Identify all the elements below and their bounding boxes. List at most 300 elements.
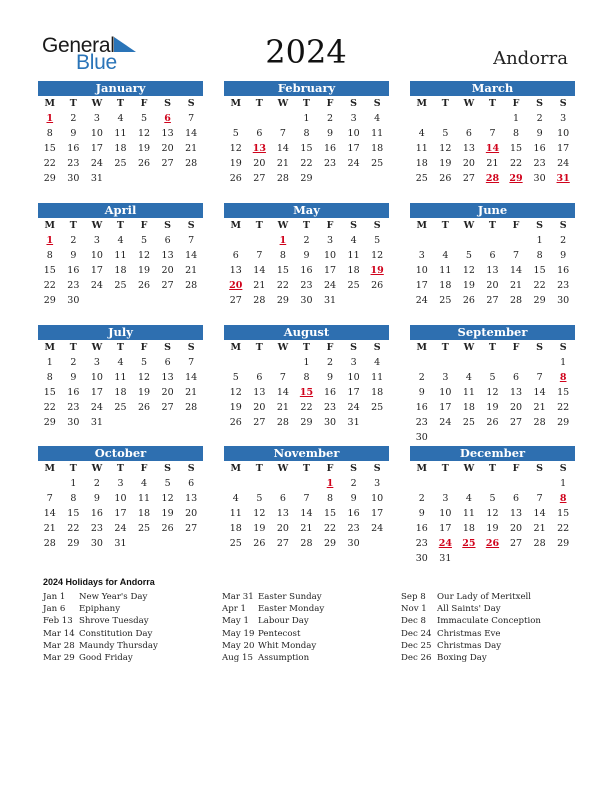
day-cell: 11 [415, 143, 428, 154]
day-cell: 3 [350, 357, 357, 368]
day-cell: 27 [229, 295, 242, 306]
weekday-label: S [350, 463, 358, 474]
day-cell: 5 [141, 357, 148, 368]
day-cell: 3 [442, 493, 449, 504]
day-cell [271, 476, 295, 491]
day-cell: 31 [114, 538, 127, 549]
holiday-day: 6 [164, 113, 171, 124]
day-cell: 14 [43, 508, 56, 519]
day-cell: 27 [509, 538, 523, 549]
month-header: June [410, 203, 575, 218]
day-cell: 7 [536, 372, 543, 383]
week-row [410, 430, 575, 445]
day-cell: 15 [557, 387, 570, 398]
day-cell [156, 171, 180, 186]
day-cell: 21 [253, 280, 266, 291]
day-cell: 30 [67, 295, 80, 306]
holiday-row [222, 603, 324, 615]
day-cell: 17 [90, 265, 103, 276]
holiday-date: Mar 29 [43, 652, 75, 663]
weekday-label: T [302, 220, 310, 231]
day-cell: 24 [347, 402, 360, 413]
holiday-column [43, 591, 158, 664]
holiday-day: 31 [556, 173, 570, 184]
weekday-label: W [277, 220, 289, 231]
day-cell: 14 [185, 372, 198, 383]
day-cell: 5 [232, 372, 239, 383]
weekday-header-row [38, 97, 203, 111]
day-cell: 14 [276, 387, 289, 398]
day-cell: 11 [229, 508, 242, 519]
holidays-title: 2024 Holidays for Andorra [43, 577, 155, 587]
day-cell: 5 [141, 113, 148, 124]
day-cell: 7 [256, 250, 263, 261]
weekday-label: T [488, 342, 496, 353]
day-cell: 1 [560, 478, 567, 489]
week-row [38, 263, 203, 278]
day-cell: 16 [67, 143, 80, 154]
day-cell: 13 [276, 508, 289, 519]
week-row [224, 278, 389, 293]
weekday-header-row [224, 97, 389, 111]
day-cell: 22 [43, 280, 56, 291]
day-cell: 23 [67, 280, 80, 291]
week-row [38, 385, 203, 400]
day-cell: 5 [465, 250, 472, 261]
day-cell [132, 171, 156, 186]
day-cell: 1 [513, 113, 520, 124]
day-cell: 8 [513, 128, 520, 139]
day-cell [38, 476, 62, 491]
day-cell [551, 430, 575, 445]
day-cell: 27 [486, 295, 499, 306]
holiday-day: 29 [509, 173, 523, 184]
day-cell [109, 415, 133, 430]
day-cell: 19 [486, 523, 499, 534]
week-row [410, 385, 575, 400]
day-cell: 19 [229, 158, 242, 169]
day-cell: 2 [70, 113, 77, 124]
day-cell: 17 [439, 523, 452, 534]
holiday-name: Whit Monday [258, 640, 317, 651]
day-cell: 4 [117, 235, 124, 246]
weekday-label: W [91, 463, 103, 474]
weekday-label: T [255, 98, 263, 109]
day-cell: 7 [188, 357, 195, 368]
day-cell: 16 [67, 265, 80, 276]
day-cell: 25 [347, 280, 360, 291]
day-cell: 13 [161, 250, 174, 261]
day-cell: 18 [114, 265, 127, 276]
day-cell [528, 551, 552, 566]
day-cell: 18 [462, 402, 475, 413]
weekday-label: S [350, 220, 358, 231]
day-cell: 24 [347, 158, 360, 169]
holiday-name: Good Friday [79, 652, 133, 663]
holiday-day: 1 [326, 478, 334, 489]
holiday-day: 1 [46, 235, 54, 246]
day-cell: 27 [185, 523, 198, 534]
holiday-name: Boxing Day [437, 652, 487, 663]
day-cell [410, 355, 434, 370]
day-cell: 4 [141, 478, 148, 489]
day-cell: 18 [229, 523, 242, 534]
day-cell [504, 233, 528, 248]
month-august [224, 325, 389, 430]
day-cell: 19 [137, 265, 151, 276]
month-header: December [410, 446, 575, 461]
weekday-label: T [302, 463, 310, 474]
weekday-label: F [512, 98, 520, 109]
holiday-day: 25 [462, 538, 476, 549]
day-cell: 8 [70, 493, 77, 504]
day-cell: 19 [229, 402, 242, 413]
week-row [224, 370, 389, 385]
day-cell: 10 [557, 128, 570, 139]
weekday-label: S [536, 342, 544, 353]
holiday-day: 24 [438, 538, 452, 549]
week-row [38, 126, 203, 141]
week-row [38, 141, 203, 156]
weekday-label: F [512, 220, 520, 231]
day-cell: 24 [415, 295, 428, 306]
day-cell: 9 [70, 128, 77, 139]
week-row [224, 536, 389, 551]
day-cell: 24 [90, 158, 103, 169]
day-cell: 11 [462, 508, 475, 519]
day-cell: 6 [164, 357, 171, 368]
day-cell: 26 [229, 417, 242, 428]
day-cell: 15 [323, 508, 337, 519]
weekday-label: T [116, 463, 124, 474]
month-header: August [224, 325, 389, 340]
day-cell: 27 [161, 402, 174, 413]
day-cell [504, 355, 528, 370]
weekday-label: S [559, 220, 567, 231]
weekday-header-row [224, 219, 389, 233]
day-cell: 25 [371, 402, 384, 413]
day-cell: 24 [557, 158, 570, 169]
day-cell: 7 [188, 235, 195, 246]
day-cell [457, 430, 481, 445]
weekday-label: M [416, 98, 428, 109]
day-cell: 21 [300, 523, 313, 534]
weekday-header-row [224, 462, 389, 476]
day-cell: 6 [232, 250, 239, 261]
day-cell: 6 [256, 372, 263, 383]
day-cell: 12 [229, 143, 242, 154]
day-cell: 27 [276, 538, 289, 549]
day-cell: 10 [371, 493, 384, 504]
day-cell: 26 [462, 295, 475, 306]
day-cell: 3 [93, 113, 100, 124]
month-header: April [38, 203, 203, 218]
day-cell: 28 [276, 417, 289, 428]
day-cell: 6 [256, 128, 263, 139]
weekday-header-row [410, 341, 575, 355]
weekday-label: W [277, 342, 289, 353]
month-april [38, 203, 203, 308]
day-cell: 1 [536, 235, 543, 246]
day-cell: 17 [347, 143, 360, 154]
day-cell: 22 [509, 158, 523, 169]
month-february [224, 81, 389, 186]
day-cell: 12 [161, 493, 174, 504]
day-cell: 4 [374, 113, 381, 124]
day-cell: 12 [462, 265, 475, 276]
day-cell [179, 536, 203, 551]
day-cell: 27 [253, 173, 266, 184]
day-cell: 15 [509, 143, 523, 154]
holiday-row [401, 628, 541, 640]
day-cell: 8 [303, 372, 310, 383]
month-december [410, 446, 575, 566]
day-cell: 21 [533, 402, 546, 413]
weekday-label: M [416, 342, 428, 353]
day-cell [132, 536, 156, 551]
holiday-day: 8 [559, 493, 567, 504]
holiday-date: Mar 31 [222, 592, 254, 602]
day-cell: 7 [489, 128, 496, 139]
day-cell: 22 [323, 523, 337, 534]
day-cell: 12 [371, 250, 384, 261]
weekday-label: F [512, 463, 520, 474]
weekday-label: F [512, 342, 520, 353]
weekday-label: S [164, 98, 172, 109]
day-cell: 1 [70, 478, 77, 489]
day-cell: 16 [90, 508, 103, 519]
weekday-label: M [44, 220, 56, 231]
day-cell: 29 [43, 295, 56, 306]
holiday-day: 15 [299, 387, 314, 398]
day-cell: 2 [93, 478, 100, 489]
holiday-row [222, 628, 324, 640]
day-cell: 22 [43, 402, 56, 413]
holiday-name: All Saints' Day [437, 604, 501, 615]
day-cell: 1 [46, 357, 53, 368]
day-cell: 11 [439, 265, 452, 276]
day-cell: 28 [185, 402, 198, 413]
day-cell: 14 [300, 508, 313, 519]
page-title: 2024 [265, 33, 347, 71]
day-cell: 23 [300, 280, 313, 291]
day-cell: 2 [418, 493, 425, 504]
weekday-label: S [373, 98, 381, 109]
day-cell [365, 536, 389, 551]
day-cell: 21 [185, 387, 198, 398]
day-cell: 4 [117, 357, 124, 368]
day-cell: 13 [161, 372, 174, 383]
day-cell: 21 [43, 523, 56, 534]
day-cell: 16 [557, 265, 570, 276]
holiday-date: Aug 15 [222, 652, 253, 663]
day-cell: 14 [509, 265, 523, 276]
day-cell [224, 111, 248, 126]
day-cell: 18 [347, 265, 360, 276]
month-june [410, 203, 575, 308]
day-cell: 2 [327, 357, 334, 368]
day-cell: 26 [137, 158, 151, 169]
day-cell: 29 [43, 417, 56, 428]
day-cell [224, 476, 248, 491]
week-row [410, 400, 575, 415]
week-row [224, 385, 389, 400]
day-cell [410, 111, 434, 126]
week-row [224, 355, 389, 370]
day-cell [179, 171, 203, 186]
weekday-label: F [326, 98, 334, 109]
day-cell: 12 [137, 372, 151, 383]
day-cell [248, 355, 272, 370]
day-cell: 30 [415, 432, 428, 443]
weekday-label: W [91, 342, 103, 353]
day-cell: 10 [347, 372, 360, 383]
day-cell: 4 [117, 113, 124, 124]
holiday-row [222, 615, 324, 627]
week-row [38, 536, 203, 551]
day-cell: 17 [439, 402, 452, 413]
week-row [410, 521, 575, 536]
weekday-header-row [224, 341, 389, 355]
week-row [410, 370, 575, 385]
day-cell [434, 430, 458, 445]
day-cell: 25 [137, 523, 151, 534]
holiday-name: Easter Sunday [258, 592, 322, 602]
day-cell: 27 [509, 417, 523, 428]
holiday-row [401, 652, 541, 664]
day-cell [295, 476, 319, 491]
holiday-row [401, 615, 541, 627]
week-row [410, 355, 575, 370]
holiday-date: Apr 1 [222, 604, 247, 615]
country-name: Andorra [493, 48, 568, 69]
holiday-name: Pentecost [258, 628, 301, 639]
month-may [224, 203, 389, 308]
day-cell [457, 355, 481, 370]
weekday-label: T [441, 98, 449, 109]
weekday-label: T [69, 342, 77, 353]
week-row [410, 506, 575, 521]
holiday-date: Dec 24 [401, 628, 432, 639]
week-row [38, 415, 203, 430]
day-cell [318, 171, 342, 186]
day-cell: 28 [533, 538, 546, 549]
day-cell: 15 [67, 508, 80, 519]
day-cell: 29 [300, 417, 313, 428]
day-cell: 28 [509, 295, 523, 306]
day-cell: 8 [536, 250, 543, 261]
week-row [38, 476, 203, 491]
day-cell: 11 [371, 372, 384, 383]
weekday-label: F [326, 342, 334, 353]
day-cell: 12 [137, 128, 151, 139]
weekday-label: M [230, 98, 242, 109]
day-cell: 13 [229, 265, 242, 276]
day-cell: 15 [276, 265, 289, 276]
day-cell: 26 [486, 417, 499, 428]
day-cell: 29 [300, 173, 313, 184]
day-cell: 30 [300, 295, 313, 306]
day-cell: 23 [323, 158, 337, 169]
week-row [410, 551, 575, 566]
day-cell: 29 [557, 417, 570, 428]
day-cell [434, 476, 458, 491]
day-cell: 17 [557, 143, 570, 154]
week-row [38, 506, 203, 521]
holiday-date: Jan 1 [43, 592, 66, 602]
day-cell: 22 [300, 158, 313, 169]
day-cell: 24 [439, 417, 452, 428]
day-cell [342, 293, 366, 308]
holiday-name: Labour Day [258, 616, 309, 627]
day-cell: 30 [323, 417, 337, 428]
day-cell: 25 [229, 538, 242, 549]
holiday-column [401, 591, 541, 664]
week-row [224, 111, 389, 126]
day-cell: 7 [536, 493, 543, 504]
weekday-label: S [536, 220, 544, 231]
weekday-label: M [44, 463, 56, 474]
holiday-row [43, 652, 158, 664]
day-cell: 31 [323, 295, 337, 306]
day-cell: 17 [90, 387, 103, 398]
day-cell: 14 [276, 143, 289, 154]
week-row [410, 536, 575, 551]
day-cell: 3 [374, 478, 381, 489]
day-cell: 9 [560, 250, 567, 261]
day-cell: 19 [161, 508, 174, 519]
day-cell: 31 [439, 553, 452, 564]
holiday-row [401, 591, 541, 603]
day-cell: 16 [533, 143, 546, 154]
day-cell [504, 476, 528, 491]
month-header: May [224, 203, 389, 218]
weekday-label: T [302, 98, 310, 109]
day-cell: 2 [350, 478, 357, 489]
day-cell: 15 [43, 143, 56, 154]
weekday-label: T [116, 220, 124, 231]
day-cell: 19 [253, 523, 266, 534]
day-cell: 29 [43, 173, 56, 184]
day-cell: 28 [253, 295, 266, 306]
weekday-label: M [44, 98, 56, 109]
day-cell [457, 233, 481, 248]
day-cell: 5 [232, 128, 239, 139]
day-cell [457, 551, 481, 566]
day-cell: 22 [557, 402, 570, 413]
day-cell: 23 [323, 402, 337, 413]
weekday-label: T [488, 98, 496, 109]
week-row [224, 293, 389, 308]
day-cell: 6 [188, 478, 195, 489]
day-cell [179, 415, 203, 430]
day-cell: 20 [185, 508, 198, 519]
day-cell: 7 [279, 372, 286, 383]
weekday-label: S [559, 463, 567, 474]
holiday-day: 26 [485, 538, 500, 549]
week-row [410, 476, 575, 491]
day-cell: 13 [486, 265, 499, 276]
week-row [224, 248, 389, 263]
weekday-label: W [277, 463, 289, 474]
week-row [224, 400, 389, 415]
day-cell: 7 [188, 113, 195, 124]
weekday-label: S [187, 463, 195, 474]
weekday-label: S [164, 463, 172, 474]
month-march [410, 81, 575, 186]
day-cell: 26 [137, 402, 151, 413]
weekday-header-row [38, 219, 203, 233]
